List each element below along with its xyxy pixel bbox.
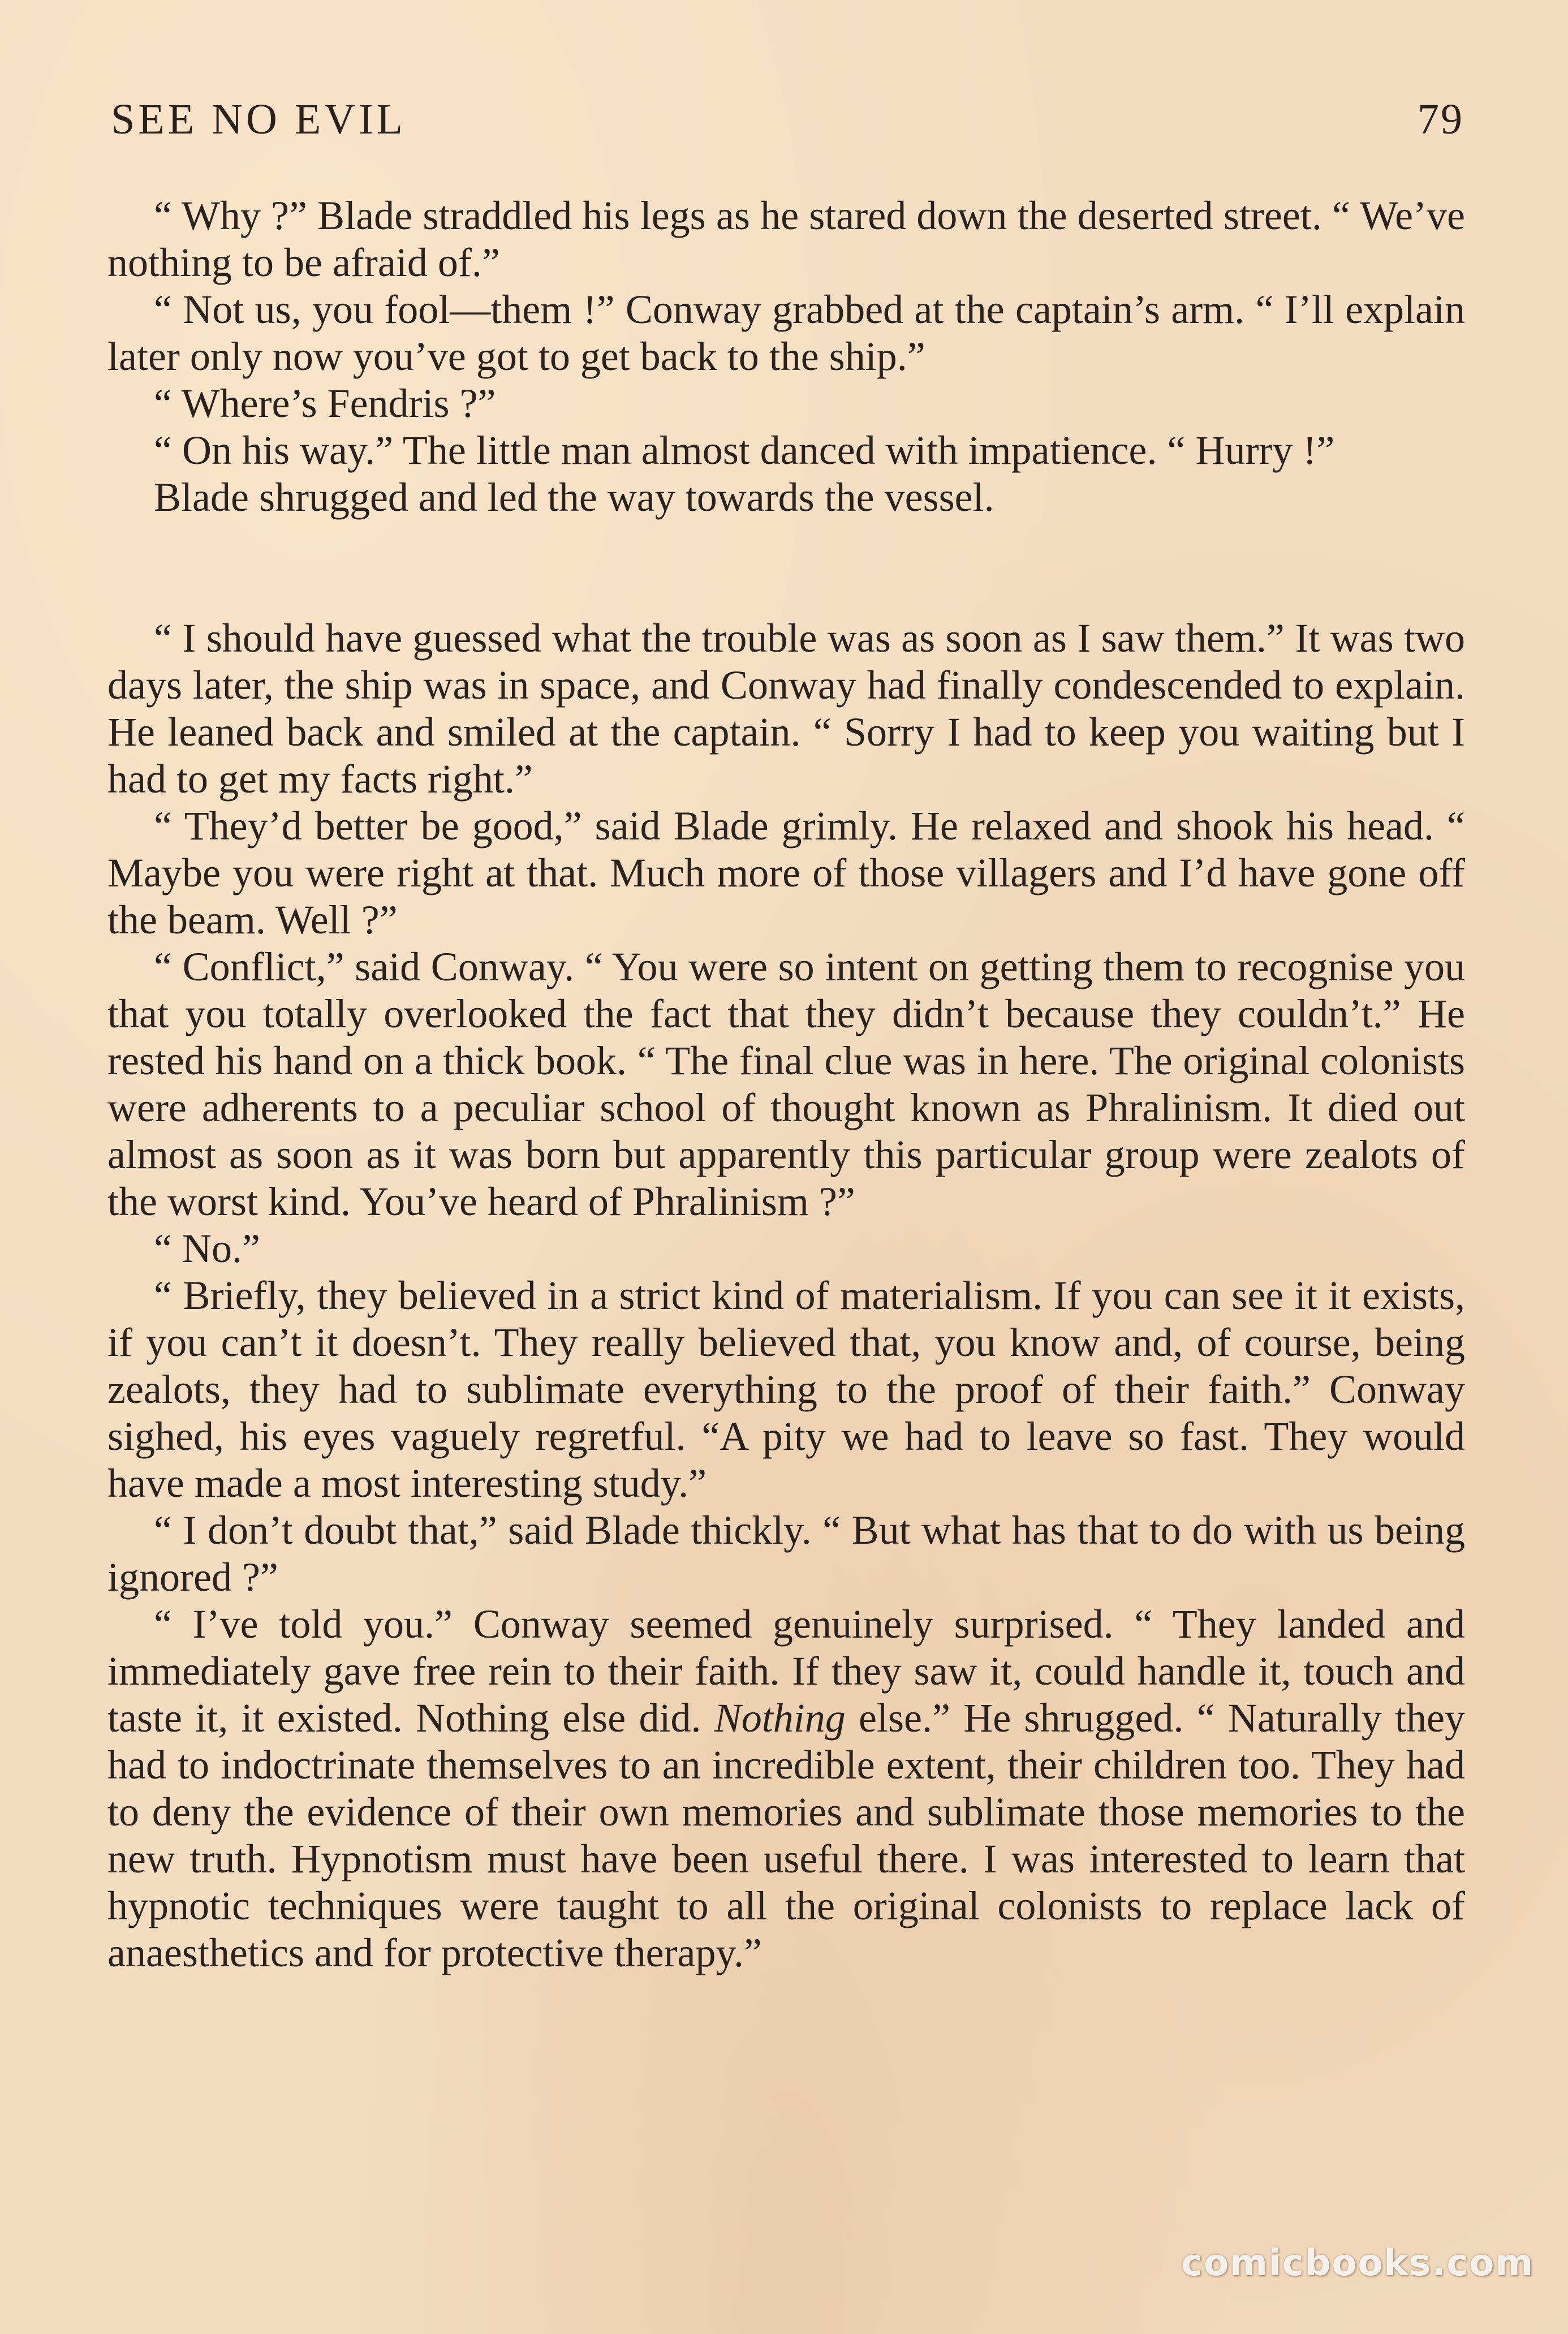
paragraph: “ Conflict,” said Conway. “ You were so intent on getting them to recognise you that you totally overlooked the fact that they didn’t because they couldn’t.” He rested his hand on a thick book. “ The final clue was in here. The original colonists were adherents to a peculiar school of thought known as Phralinism. It died out almost as soon as it was born but apparently this particular group were zealots of the worst kind. You’ve heard of Phralinism ?”: [107, 944, 1465, 1224]
paragraph-text: “ I’ve told you.” Conway seemed genuinely surprised. “ They landed and immediately gave free rein to their faith. If they saw it, could handle it, touch and taste it, it existed. Nothing else did.: [107, 1601, 1465, 1741]
paragraph: “ I don’t doubt that,” said Blade thickly. “ But what has that to do with us being ignored ?”: [107, 1508, 1465, 1600]
paragraph: “ No.”: [154, 1226, 260, 1271]
paragraph: “ Why ?” Blade straddled his legs as he stared down the deserted street. “ We’ve nothing to be afraid of.”: [107, 193, 1465, 285]
paragraph: “ Not us, you fool—them !” Conway grabbed at the captain’s arm. “ I’ll explain later only now you’ve got to get back to the ship.”: [107, 287, 1465, 379]
paragraph-text: else.” He shrugged. “ Naturally they had to indoctrinate themselves to an incredible extent, their children too. They had to deny the evidence of their own memories and sublimate those memories to the new truth. Hypnotism must have been useful there. I was interested to learn that hypnotic techniques were taught to all the original colonists to replace lack of anaesthetics and for protective therapy.”: [107, 1695, 1465, 1975]
paragraph: Blade shrugged and led the way towards the vessel.: [154, 475, 994, 520]
running-head: [111, 95, 1464, 157]
running-title: SEE NO EVIL: [111, 96, 406, 143]
emphasis: Nothing: [714, 1695, 846, 1741]
body-text: [107, 192, 1465, 1976]
paragraph: “ Where’s Fendris ?”: [154, 381, 496, 426]
paragraph: “ Briefly, they believed in a strict kind of materialism. If you can see it it exists, if you can’t it doesn’t. They really believed that, you know and, of course, being zealots, they had to sublimate everything to the proof of their faith.” Conway sighed, his eyes vaguely regretful. “A pity we had to leave so fast. They would have made a most interesting study.”: [107, 1273, 1465, 1506]
paragraph: “ On his way.” The little man almost danced with impatience. “ Hurry !”: [154, 428, 1335, 473]
paragraph-final: [107, 1601, 1465, 1976]
page-number: 79: [1418, 96, 1464, 143]
watermark: comicbooks.com: [1181, 2242, 1534, 2284]
paragraph: “ I should have guessed what the trouble was as soon as I saw them.” It was two days later, the ship was in space, and Conway had finally condescended to explain. He leaned back and smiled at the captain. “ Sorry I had to keep you waiting but I had to get my facts right.”: [107, 615, 1465, 802]
paragraph: “ They’d better be good,” said Blade grimly. He relaxed and shook his head. “ Maybe you were right at that. Much more of those villagers and I’d have gone off the beam. Well ?”: [107, 803, 1465, 942]
